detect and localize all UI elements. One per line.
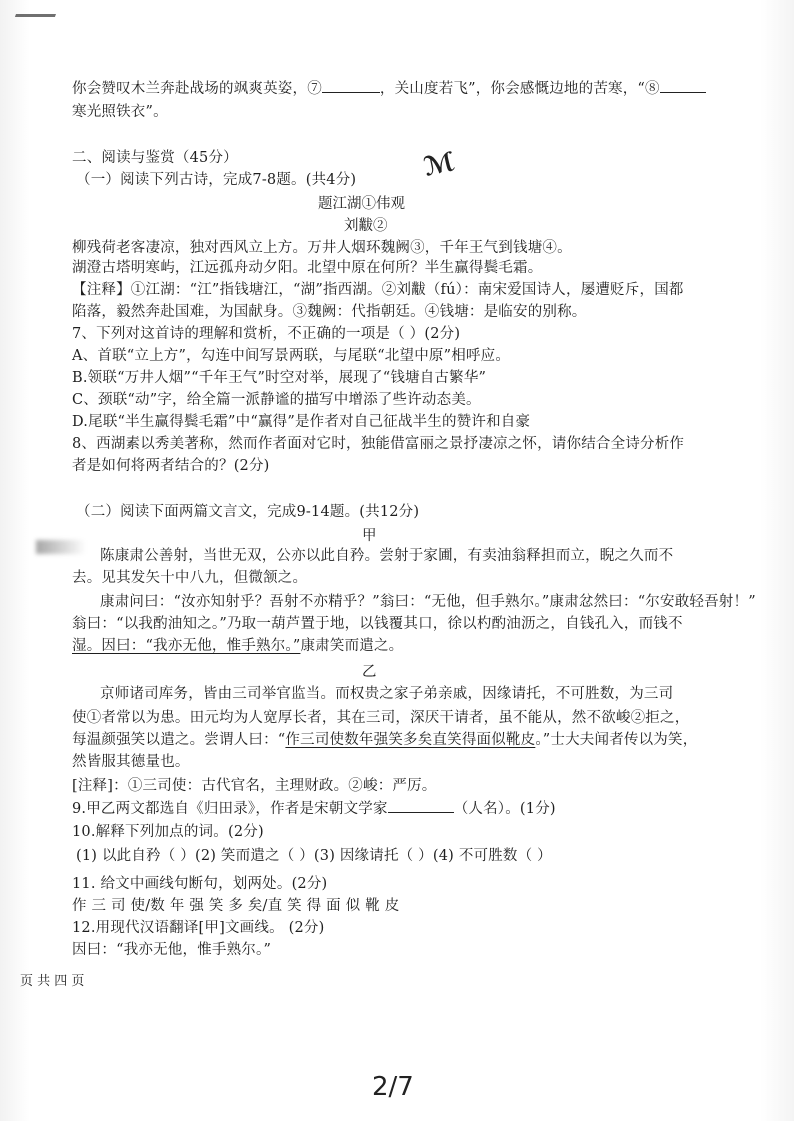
question-7-option-d: D.尾联“半生赢得鬓毛霜”中“赢得”是作者对自己征战半生的赞许和自豪	[72, 414, 531, 430]
text-segment: ，关山度若飞”，你会感慨边地的苦寒，“⑧	[379, 81, 660, 97]
text-segment: 你会赞叹木兰奔赴战场的飒爽英姿，⑦	[72, 81, 322, 97]
handwritten-mark: ℳ	[421, 147, 458, 183]
question-7-option-b: B.领联“万井人烟”“千年王气”时空对举，展现了“钱塘自古繁华”	[72, 370, 487, 386]
yi-para-line2: 使①者常以为患。田元均为人宽厚长者，其在三司，深厌干请者，虽不能从，然不欲峻②拒之，	[72, 710, 690, 726]
question-7-option-c: C、颈联“动”字，给全篇一派静谧的描写中增添了些许动态美。	[72, 392, 481, 408]
top-line-2: 寒光照铁衣”。	[72, 104, 168, 120]
yi-para-line4: 然皆服其德量也。	[72, 754, 190, 770]
jia-para1-line1: 陈康肃公善射，当世无双，公亦以此自矜。尝射于家圃，有卖油翁释担而立，睨之久而不	[100, 548, 674, 564]
part2-title: （二）阅读下面两篇文言文，完成9-14题。(共12分)	[76, 504, 420, 520]
answer-blank-8[interactable]	[660, 78, 706, 93]
text-segment: 康肃笑而遣之。	[300, 638, 404, 654]
jia-para2-line1: 康肃问曰：“汝亦知射乎？吾射不亦精乎？”翁曰：“无他，但手熟尔。”康肃忿然曰：“尔安敢轻吾射！”	[100, 594, 756, 610]
poem-note-1: 【注释】①江湖：“江”指钱塘江，“湖”指西湖。②刘黻（fú）：南宋爱国诗人，屡遭贬斥，国都	[72, 282, 684, 298]
question-11-stem: 11. 给文中画线句断句，划两处。(2分)	[72, 876, 328, 892]
question-8-line-2: 者是如何将两者结合的？(2分)	[72, 458, 270, 474]
answer-blank-7[interactable]	[322, 78, 380, 93]
poem-note-2: 陷落，毅然奔赴国难，为国献身。③魏阙：代指朝廷。④钱塘：是临安的别称。	[72, 304, 587, 320]
question-10-items: (1) 以此自矜（ ）(2) 笑而遣之（ ）(3) 因缘请托（ ）(4) 不可胜数（ ）	[76, 848, 552, 864]
poem-title: 题江湖①伟观	[318, 196, 405, 212]
underlined-sentence: 湿。因曰：“我亦无他，惟手熟尔。”	[72, 638, 301, 654]
question-12-text: 因曰：“我亦无他，惟手熟尔。”	[72, 942, 272, 958]
page-number: 2/7	[372, 1072, 414, 1102]
part1-title: （一）阅读下列古诗，完成7-8题。(共4分)	[76, 172, 357, 188]
yi-note: [注释]：①三司使：古代官名，主理财政。②峻：严厉。	[72, 778, 437, 794]
text-segment: 9.甲乙两文都选自《归田录》，作者是宋朝文学家	[72, 801, 388, 817]
underlined-sentence: 作三司使数年强笑多矣直笑得面似靴皮	[285, 732, 536, 748]
question-12-stem: 12.用现代汉语翻译[甲]文画线。 (2分)	[72, 920, 325, 936]
jia-para1-line2: 去。见其发矢十中八九，但微颔之。	[72, 570, 308, 586]
corner-scan-mark	[15, 0, 61, 17]
text-segment: （人名）。(1分)	[453, 801, 556, 817]
page-footer-label: 页 共 四 页	[20, 974, 85, 989]
top-line-1	[72, 78, 706, 99]
answer-blank-9[interactable]	[388, 798, 454, 813]
yi-para-line1: 京师诸司库务，皆由三司举官监当。而权贵之家子弟亲戚，因缘请托，不可胜数，为三司	[100, 686, 674, 702]
jia-para2-line2: 翁曰：“以我酌油知之。”乃取一葫芦置于地，以钱覆其口，徐以杓酌油沥之，自钱孔入，而钱不	[72, 616, 683, 632]
question-9	[72, 798, 556, 819]
poem-line-2: 湖澄古塔明寒屿，江远孤舟动夕阳。北望中原在何所？半生赢得鬓毛霜。	[72, 260, 543, 276]
question-7-stem: 7、下列对这首诗的理解和赏析，不正确的一项是（ ）(2分)	[72, 326, 461, 342]
poem-line-1: 柳残荷老客凄凉，独对西风立上方。万井人烟环魏阙③，千年王气到钱塘④。	[72, 240, 572, 256]
poem-author: 刘黻②	[344, 218, 388, 234]
question-11-text: 作 三 司 使/数 年 强 笑 多 矣/直 笑 得 面 似 靴 皮	[72, 898, 400, 914]
yi-para-line3	[72, 730, 697, 750]
scan-smudge	[36, 540, 86, 554]
question-7-option-a: A、首联“立上方”，勾连中间写景两联，与尾联“北望中原”相呼应。	[72, 348, 511, 364]
text-segment: 。”士大夫闻者传以为笑，	[535, 732, 698, 748]
question-10-stem: 10.解释下列加点的词。(2分)	[72, 824, 264, 840]
text-jia-label: 甲	[362, 528, 377, 544]
jia-para2-line3	[72, 636, 403, 656]
text-segment: 每温颜强笑以遣之。尝谓人曰：“	[72, 732, 286, 748]
text-yi-label: 乙	[362, 664, 377, 680]
question-8-line-1: 8、西湖素以秀美著称，然而作者面对它时，独能借富丽之景抒凄凉之怀，请你结合全诗分析作	[72, 436, 685, 452]
section-title: 二、阅读与鉴赏（45分）	[72, 150, 238, 166]
